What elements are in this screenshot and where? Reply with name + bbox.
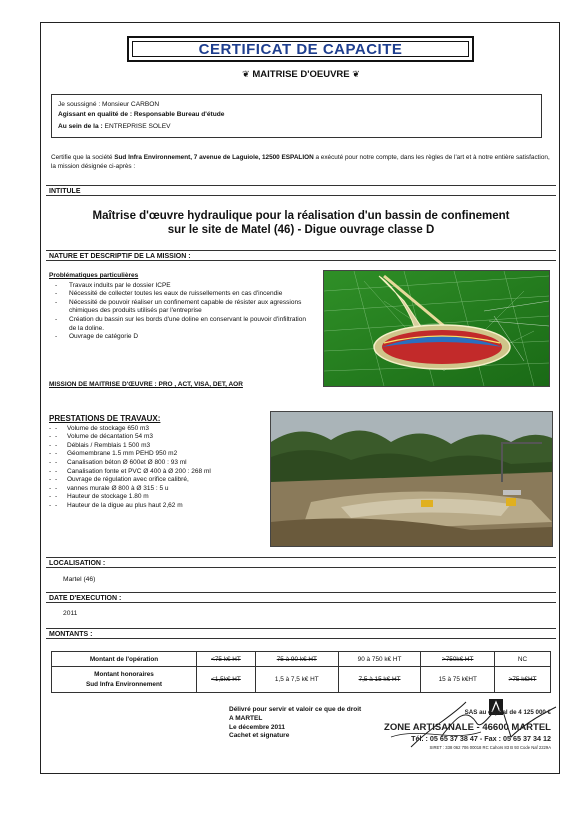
subtitle-text: MAITRISE D'OEUVRE (252, 69, 350, 80)
works-block (49, 415, 271, 511)
mission-title-line2: sur le site de Matel (46) - Digue ouvrage classe D (167, 224, 435, 236)
fees-label-line1: Montant honoraires (94, 671, 154, 678)
certificate-title: CERTIFICAT DE CAPACITE (132, 41, 469, 57)
delivery-line: Le décembre 2011 (229, 723, 286, 731)
section-montants: MONTANTS : (46, 628, 556, 639)
operation-range-cell: <75 k€ HT (197, 652, 256, 667)
section-intitule: INTITULE (46, 185, 556, 196)
basin-3d-model-image (323, 270, 550, 387)
fees-range-cell: 1,5 à 7,5 k€ HT (255, 667, 338, 693)
fees-range-cell: >75 k€HT (495, 667, 551, 693)
date-value: 2011 (63, 610, 78, 617)
section-nature: NATURE ET DESCRIPTIF DE LA MISSION : (46, 250, 556, 261)
signer-box (51, 94, 542, 138)
list-item: - Ouvrage de catégorie D (49, 333, 311, 342)
certification-statement (51, 153, 551, 172)
stamp-siret: SIRET : 338 062 706 00018 RC Cahors 83 B 93 Code Naf 2229A (429, 745, 551, 750)
table-row (52, 667, 551, 693)
operation-range-cell: >750k€ HT (421, 652, 495, 667)
fees-label-line2: Sud Infra Environnement (86, 681, 162, 688)
company-stamp (371, 697, 561, 767)
list-item: - - Hauteur de la digue au plus haut 2,62 m (49, 502, 271, 511)
works-heading: PRESTATIONS DE TRAVAUX: (49, 414, 161, 423)
problems-list (49, 282, 311, 342)
certificate-page (40, 22, 560, 774)
list-item: - Nécessité de pouvoir réaliser un confinement capable de résister aux agressions chimiques des produits utilisés par l'entreprise (49, 299, 311, 316)
list-item: - - Canalisation fonte et PVC Ø 400 à Ø 200 : 268 ml (49, 468, 271, 477)
section-date: DATE D'EXECUTION : (46, 592, 556, 603)
list-item: - - Déblais / Remblais 1 500 m3 (49, 442, 271, 451)
mission-phases: MISSION DE MAITRISE D'ŒUVRE : PRO , ACT, VISA, DET, AOR (49, 381, 243, 388)
operation-range-cell: 75 à 90 k€ HT (255, 652, 338, 667)
signer-company-value: ENTREPRISE SOLEV (104, 123, 171, 131)
ornament-right-icon: ❦ (352, 69, 360, 79)
mission-title-line1: Maîtrise d'œuvre hydraulique pour la réalisation d'un bassin de confinement (92, 210, 510, 222)
localisation-value: Martel (46) (63, 576, 96, 583)
stamp-address: ZONE ARTISANALE - 46600 MARTEL (384, 722, 551, 733)
operation-range-cell: NC (495, 652, 551, 667)
list-item: - - Géomembrane 1.5 mm PEHD 950 m2 (49, 450, 271, 459)
row-label-operation: Montant de l'opération (52, 652, 197, 667)
mission-title (41, 209, 561, 237)
list-item: - - Ouvrage de régulation avec orifice calibré, (49, 476, 271, 485)
construction-site-drawing (271, 412, 552, 546)
certify-suffix: a exécuté pour notre compte, dans les règles de l'art et à notre entière satisfaction, la mission désignée ci-après : (51, 154, 550, 171)
list-item: - - Volume de décantation 54 m3 (49, 433, 271, 442)
list-item: - Création du bassin sur les bords d'une doline en conservant le pouvoir d'infiltration de la doline. (49, 316, 311, 333)
certify-company: Sud Infra Environnement, 7 avenue de Laguiole, 12500 ESPALION (114, 154, 314, 161)
problems-block (49, 272, 311, 342)
delivery-line: Cachet et signature (229, 732, 290, 740)
title-frame (127, 36, 474, 62)
delivery-line: A MARTEL (229, 714, 263, 722)
fees-range-cell: 7,5 à 15 k€ HT (338, 667, 421, 693)
row-label-fees (52, 667, 197, 693)
delivery-line: Délivré pour servir et valoir ce que de droit (229, 706, 362, 713)
fees-range-cell: <1,5k€ HT (197, 667, 256, 693)
list-item: - Travaux induits par le dossier ICPE (49, 282, 311, 291)
amounts-table (51, 651, 551, 693)
table-row (52, 652, 551, 667)
construction-site-photo (270, 411, 553, 547)
signer-name-value: Monsieur CARBON (101, 101, 160, 108)
list-item: - - Hauteur de stockage 1.80 m (49, 493, 271, 502)
signer-company-label: Au sein de la : (58, 123, 105, 131)
ornament-left-icon: ❦ (242, 69, 250, 79)
signer-role-value: Responsable Bureau d'étude (133, 110, 225, 118)
fees-range-cell: 15 à 75 k€HT (421, 667, 495, 693)
operation-range-cell: 90 à 750 k€ HT (338, 652, 421, 667)
list-item: - - Canalisation béton Ø 600et Ø 800 : 93 ml (49, 459, 271, 468)
works-list (49, 425, 271, 511)
problems-heading: Problématiques particulières (49, 272, 139, 279)
signer-name-line (58, 100, 535, 110)
signer-company-line (58, 122, 535, 132)
subtitle (41, 69, 561, 80)
stamp-phone: Tél. : 05 65 37 38 47 - Fax : 05 65 37 34 12 (411, 734, 551, 743)
list-item: - Nécessité de collecter toutes les eaux de ruissellements en cas d'incendie (49, 290, 311, 299)
certify-prefix: Certifie que la société (51, 154, 115, 161)
list-item: - - vannes murale Ø 800 à Ø 315 : 5 u (49, 485, 271, 494)
stamp-capital: SAS au capital de 4 125 000 € (464, 709, 551, 716)
signer-role-line (58, 110, 535, 120)
list-item: - - Volume de stockage 650 m3 (49, 425, 271, 434)
delivery-block (229, 706, 361, 741)
signer-name-label: Je soussigné : (58, 101, 102, 108)
basin-3d-model-drawing (324, 271, 549, 386)
section-localisation: LOCALISATION : (46, 557, 556, 568)
signer-role-label: Agissant en qualité de : (58, 110, 134, 118)
